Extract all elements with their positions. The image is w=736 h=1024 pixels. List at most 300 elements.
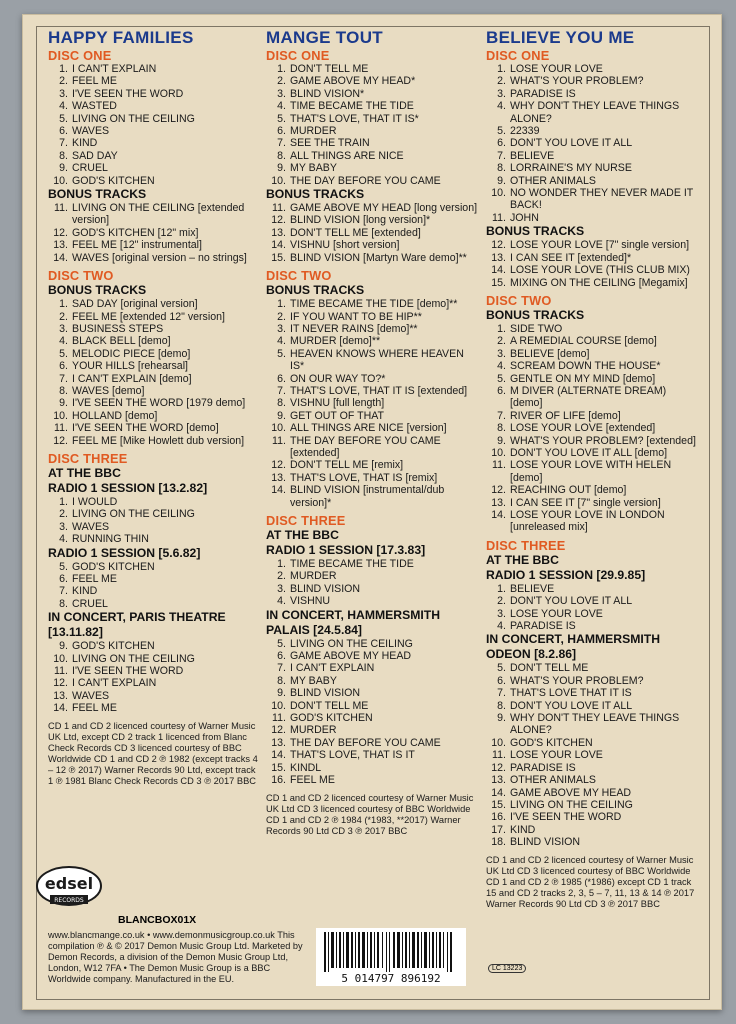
- track-number: 15.: [491, 798, 506, 811]
- track-title: OTHER ANIMALS: [510, 774, 596, 787]
- track-row: [486, 252, 698, 264]
- track-row: [266, 687, 478, 699]
- track-title: FEEL ME [12" instrumental]: [72, 239, 202, 252]
- track-row: [486, 497, 698, 509]
- track-number: 6.: [497, 137, 506, 150]
- label-code: LC 13223: [488, 964, 526, 973]
- track-number: 4.: [277, 595, 286, 608]
- track-number: 4.: [277, 335, 286, 348]
- track-title: WAVES [demo]: [72, 384, 145, 397]
- track-title: KIND: [72, 137, 98, 150]
- track-title: SAD DAY [original version]: [72, 298, 198, 311]
- track-row: [266, 459, 478, 471]
- track-number: 16.: [271, 774, 286, 787]
- track-row: [48, 573, 260, 585]
- track-title: I'VE SEEN THE WORD: [72, 87, 184, 100]
- track-title: CRUEL: [72, 162, 108, 175]
- track-number: 9.: [277, 687, 286, 700]
- track-number: 5.: [497, 125, 506, 138]
- track-title: BLACK BELL [demo]: [72, 335, 171, 348]
- track-row: [48, 653, 260, 665]
- track-title: YOUR HILLS [rehearsal]: [72, 360, 188, 373]
- track-row: [266, 397, 478, 409]
- track-row: [266, 202, 478, 214]
- track-title: WHY DON'T THEY LEAVE THINGS ALONE?: [510, 712, 680, 737]
- track-number: 14.: [491, 786, 506, 799]
- track-title: WHAT'S YOUR PROBLEM?: [510, 75, 644, 88]
- track-number: 3.: [59, 520, 68, 533]
- track-number: 6.: [497, 384, 506, 397]
- track-number: 8.: [497, 162, 506, 175]
- track-number: 10.: [53, 174, 68, 187]
- track-row: [266, 675, 478, 687]
- track-title: FEEL ME: [72, 75, 117, 88]
- track-row: [486, 737, 698, 749]
- track-number: 17.: [491, 823, 506, 836]
- track-row: [266, 252, 478, 264]
- track-row: [486, 749, 698, 761]
- track-number: 12.: [491, 761, 506, 774]
- track-title: MY BABY: [290, 674, 337, 687]
- track-title: LOSE YOUR LOVE: [510, 749, 603, 762]
- track-number: 5.: [277, 347, 286, 360]
- track-row: [48, 397, 260, 409]
- track-row: [48, 435, 260, 447]
- track-title: 22339: [510, 125, 540, 138]
- track-title: VISHNU [full length]: [290, 397, 385, 410]
- track-row: [486, 484, 698, 496]
- track-title: CRUEL: [72, 597, 108, 610]
- disc-heading: DISC TWO: [486, 292, 552, 308]
- track-number: 13.: [53, 239, 68, 252]
- track-title: MY BABY: [290, 162, 337, 175]
- track-row: [266, 137, 478, 149]
- track-title: GOD'S KITCHEN: [72, 560, 155, 573]
- track-title: DON'T TELL ME [remix]: [290, 459, 404, 472]
- track-title: SCREAM DOWN THE HOUSE*: [510, 360, 661, 373]
- track-number: 7.: [497, 409, 506, 422]
- track-row: [266, 162, 478, 174]
- track-row: [486, 100, 698, 125]
- track-number: 4.: [497, 620, 506, 633]
- track-title: GOD'S KITCHEN: [290, 712, 373, 725]
- barcode-bars: [316, 928, 466, 986]
- track-number: 14.: [491, 264, 506, 277]
- track-number: 12.: [491, 484, 506, 497]
- track-title: PARADISE IS: [510, 761, 576, 774]
- track-number: 10.: [271, 422, 286, 435]
- track-title: LIVING ON THE CEILING [extended version]: [72, 202, 245, 227]
- track-row: [266, 638, 478, 650]
- track-title: TIME BECAME THE TIDE: [290, 558, 414, 570]
- track-row: [486, 687, 698, 699]
- track-number: 4.: [497, 100, 506, 113]
- track-row: [48, 298, 260, 310]
- track-row: [266, 348, 478, 373]
- track-row: [486, 264, 698, 276]
- logo-sub-text: RECORDS: [54, 897, 84, 904]
- track-row: [266, 298, 478, 310]
- track-title: LOSE YOUR LOVE WITH HELEN [demo]: [510, 459, 672, 484]
- track-row: [486, 422, 698, 434]
- track-number: 15.: [271, 251, 286, 264]
- track-row: [486, 435, 698, 447]
- track-number: 3.: [59, 322, 68, 335]
- track-title: LOSE YOUR LOVE (THIS CLUB MIX): [510, 264, 690, 277]
- album-title: BELIEVE YOU ME: [486, 28, 635, 47]
- track-row: [486, 662, 698, 674]
- track-number: 11.: [492, 749, 506, 762]
- track-number: 8.: [277, 397, 286, 410]
- disc-heading: DISC TWO: [266, 268, 332, 284]
- track-number: 1.: [277, 298, 286, 311]
- track-row: [266, 712, 478, 724]
- track-title: WHAT'S YOUR PROBLEM?: [510, 674, 644, 687]
- track-number: 3.: [277, 582, 286, 595]
- track-row: [48, 385, 260, 397]
- track-number: 8.: [277, 149, 286, 162]
- track-title: DON'T TELL ME: [510, 662, 589, 675]
- track-title: FEEL ME: [290, 774, 335, 787]
- track-number: 14.: [53, 251, 68, 264]
- track-title: SAD DAY: [72, 149, 118, 162]
- track-number: 8.: [497, 699, 506, 712]
- track-row: [48, 677, 260, 689]
- track-title: WHY DON'T THEY LEAVE THINGS ALONE?: [510, 100, 680, 125]
- track-number: 11.: [54, 422, 68, 435]
- track-row: [48, 496, 260, 508]
- track-row: [266, 650, 478, 662]
- bonus-heading: BONUS TRACKS: [48, 187, 147, 202]
- track-title: GENTLE ON MY MIND [demo]: [510, 372, 656, 385]
- track-title: BLIND VISION: [510, 836, 581, 849]
- track-row: [48, 665, 260, 677]
- track-row: [486, 385, 698, 410]
- track-title: WAVES: [72, 689, 110, 702]
- track-title: LIVING ON THE CEILING: [290, 637, 413, 650]
- track-title: MURDER [demo]**: [290, 335, 381, 348]
- track-number: 1.: [59, 495, 68, 508]
- track-number: 4.: [277, 100, 286, 113]
- track-number: 12.: [53, 226, 68, 239]
- track-row: [486, 348, 698, 360]
- disc-heading: DISC THREE: [486, 537, 566, 553]
- track-row: [48, 175, 260, 187]
- bonus-heading: BONUS TRACKS: [266, 283, 365, 298]
- track-title: LOSE YOUR LOVE [7" single version]: [510, 239, 690, 252]
- session-heading: RADIO 1 SESSION [5.6.82]: [48, 545, 201, 560]
- track-number: 7.: [277, 384, 286, 397]
- track-title: DON'T TELL ME [extended]: [290, 226, 421, 239]
- track-title: GOD'S KITCHEN: [72, 174, 155, 187]
- track-row: [48, 323, 260, 335]
- track-row: [48, 311, 260, 323]
- track-row: [266, 558, 478, 570]
- track-number: 5.: [497, 662, 506, 675]
- track-row: [486, 63, 698, 75]
- track-title: BLIND VISION: [290, 582, 361, 595]
- credits-text: CD 1 and CD 2 licenced courtesy of Warner Music UK Ltd CD 3 licenced courtesy of BBC Worldwide CD 1 and CD 2 ℗ 1985 (*1986) except CD 1 track 15 and CD 2 tracks 2, 3, 5 – 7, 11, 13 & 14 ℗ 2017 Warner Records 90 Ltd CD 3 ℗ 2017 BBC: [486, 854, 695, 909]
- track-title: LIVING ON THE CEILING: [510, 798, 633, 811]
- track-row: [486, 212, 698, 224]
- track-number: 8.: [59, 597, 68, 610]
- track-row: [266, 311, 478, 323]
- track-title: RUNNING THIN: [72, 533, 149, 546]
- track-title: I CAN'T EXPLAIN [demo]: [72, 372, 192, 385]
- track-row: [266, 749, 478, 761]
- track-row: [48, 125, 260, 137]
- track-row: [266, 214, 478, 226]
- track-row: [266, 335, 478, 347]
- track-title: FEEL ME [extended 12" version]: [72, 310, 225, 323]
- track-title: SIDE TWO: [510, 322, 563, 335]
- track-row: [48, 373, 260, 385]
- track-number: 14.: [53, 702, 68, 715]
- track-number: 13.: [271, 226, 286, 239]
- track-title: GOD'S KITCHEN [12" mix]: [72, 226, 199, 239]
- track-row: [486, 583, 698, 595]
- track-number: 14.: [271, 239, 286, 252]
- column-happy-families: [48, 28, 260, 787]
- track-row: [48, 75, 260, 87]
- track-row: [486, 509, 698, 534]
- track-number: 6.: [277, 372, 286, 385]
- bonus-heading: BONUS TRACKS: [486, 224, 585, 239]
- track-number: 7.: [497, 687, 506, 700]
- track-number: 7.: [497, 149, 506, 162]
- edsel-logo: [34, 862, 104, 912]
- track-row: [266, 724, 478, 736]
- track-title: VISHNU [short version]: [290, 239, 400, 252]
- track-number: 2.: [497, 335, 506, 348]
- track-number: 3.: [497, 347, 506, 360]
- track-number: 18.: [491, 836, 506, 849]
- track-title: THAT'S LOVE, THAT IS [remix]: [290, 471, 438, 484]
- track-number: 9.: [59, 162, 68, 175]
- track-title: M DIVER (ALTERNATE DREAM) [demo]: [510, 384, 667, 410]
- session-heading: RADIO 1 SESSION [17.3.83]: [266, 543, 426, 557]
- track-title: MIXING ON THE CEILING [Megamix]: [510, 276, 688, 289]
- track-number: 14.: [271, 484, 286, 497]
- track-row: [486, 787, 698, 799]
- track-number: 7.: [59, 585, 68, 598]
- track-title: GOD'S KITCHEN: [510, 736, 593, 749]
- track-number: 5.: [59, 112, 68, 125]
- track-row: [486, 774, 698, 786]
- track-row: [486, 75, 698, 87]
- track-number: 12.: [271, 214, 286, 227]
- track-number: 6.: [59, 125, 68, 138]
- track-title: BELIEVE: [510, 582, 555, 595]
- track-title: LORRAINE'S MY NURSE: [510, 162, 632, 175]
- track-row: [48, 202, 260, 227]
- track-title: GAME ABOVE MY HEAD*: [290, 75, 416, 88]
- barcode-number: 5 014797 896192: [341, 972, 441, 985]
- track-number: 1.: [497, 63, 506, 75]
- track-title: I CAN SEE IT [extended]*: [510, 251, 632, 264]
- track-title: THE DAY BEFORE YOU CAME: [290, 736, 441, 749]
- track-number: 9.: [277, 162, 286, 175]
- track-row: [266, 700, 478, 712]
- track-row: [266, 75, 478, 87]
- track-title: DON'T TELL ME: [290, 699, 369, 712]
- track-row: [266, 385, 478, 397]
- track-row: [486, 620, 698, 632]
- track-number: 9.: [497, 174, 506, 187]
- track-title: I CAN'T EXPLAIN: [290, 662, 375, 675]
- track-title: MURDER: [290, 570, 337, 583]
- track-number: 13.: [271, 471, 286, 484]
- track-title: THAT'S LOVE, THAT IS IT: [290, 749, 415, 762]
- track-title: I'VE SEEN THE WORD [1979 demo]: [72, 397, 246, 410]
- disc-heading: DISC THREE: [48, 450, 128, 466]
- track-row: [266, 570, 478, 582]
- track-number: 2.: [59, 508, 68, 521]
- track-row: [486, 150, 698, 162]
- track-title: WAVES: [72, 520, 110, 533]
- credits-text: CD 1 and CD 2 licenced courtesy of Warner Music UK Ltd CD 3 licenced courtesy of BBC Worldwide CD 1 and CD 2 ℗ 1984 (*1983, **2017) Warner Records 90 Ltd CD 3 ℗ 2017 BBC: [266, 792, 474, 836]
- track-number: 2.: [277, 570, 286, 583]
- track-row: [266, 239, 478, 251]
- track-title: GOD'S KITCHEN: [72, 640, 155, 653]
- track-row: [266, 63, 478, 75]
- track-title: MELODIC PIECE [demo]: [72, 347, 191, 360]
- track-number: 1.: [59, 298, 68, 311]
- track-row: [266, 410, 478, 422]
- track-number: 2.: [59, 310, 68, 323]
- footer-legal-text: www.blancmange.co.uk • www.demonmusicgroup.co.uk This compilation ℗ & © 2017 Demon Music Group Ltd. Marketed by Demon Records, a division of the Demon Music Group Ltd, London, W12 7FA • The Demon Music Group is a BBC Worldwide company. Manufactured in the EU.: [48, 930, 303, 984]
- track-row: [486, 187, 698, 212]
- track-row: [48, 150, 260, 162]
- track-title: BLIND VISION [long version]*: [290, 214, 431, 227]
- track-title: FEEL ME: [72, 573, 117, 585]
- track-row: [486, 836, 698, 848]
- track-row: [486, 239, 698, 251]
- track-number: 13.: [271, 736, 286, 749]
- track-number: 15.: [271, 761, 286, 774]
- track-number: 2.: [277, 75, 286, 88]
- track-number: 7.: [59, 137, 68, 150]
- session-heading: IN CONCERT, HAMMERSMITH PALAIS [24.5.84]: [266, 607, 441, 637]
- track-number: 1.: [497, 582, 506, 595]
- track-row: [48, 100, 260, 112]
- album-title: MANGE TOUT: [266, 28, 383, 47]
- track-number: 10.: [491, 187, 506, 200]
- track-number: 1.: [497, 322, 506, 335]
- track-row: [48, 227, 260, 239]
- track-title: KINDL: [290, 761, 322, 774]
- session-heading: IN CONCERT, HAMMERSMITH ODEON [8.2.86]: [486, 632, 661, 662]
- track-number: 7.: [277, 137, 286, 150]
- track-row: [266, 737, 478, 749]
- track-title: HOLLAND [demo]: [72, 409, 158, 422]
- track-title: WAVES [original version – no strings]: [72, 251, 247, 264]
- track-number: 12.: [491, 239, 506, 252]
- track-number: 11.: [272, 712, 286, 725]
- track-title: IT NEVER RAINS [demo]**: [290, 322, 418, 335]
- track-title: WAVES: [72, 125, 110, 138]
- track-number: 3.: [497, 87, 506, 100]
- track-number: 13.: [53, 689, 68, 702]
- track-title: THE DAY BEFORE YOU CAME: [290, 174, 441, 187]
- track-title: JOHN: [510, 211, 539, 224]
- track-number: 5.: [497, 372, 506, 385]
- track-number: 7.: [277, 662, 286, 675]
- track-row: [486, 459, 698, 484]
- track-number: 8.: [59, 149, 68, 162]
- track-row: [48, 422, 260, 434]
- track-row: [486, 410, 698, 422]
- track-row: [486, 137, 698, 149]
- track-title: SEE THE TRAIN: [290, 137, 370, 150]
- disc-heading: DISC THREE: [266, 513, 346, 528]
- track-row: [486, 608, 698, 620]
- track-row: [486, 335, 698, 347]
- track-number: 10.: [491, 736, 506, 749]
- track-title: IF YOU WANT TO BE HIP**: [290, 310, 422, 323]
- track-row: [266, 774, 478, 786]
- track-title: LIVING ON THE CEILING: [72, 652, 195, 665]
- track-row: [48, 521, 260, 533]
- track-number: 5.: [59, 347, 68, 360]
- track-number: 4.: [59, 533, 68, 546]
- track-row: [48, 63, 260, 75]
- column-mange-tout: [266, 28, 478, 837]
- track-row: [486, 162, 698, 174]
- track-title: HEAVEN KNOWS WHERE HEAVEN IS*: [290, 347, 464, 373]
- track-title: WHAT'S YOUR PROBLEM? [extended]: [510, 434, 696, 447]
- track-title: DON'T YOU LOVE IT ALL: [510, 137, 633, 150]
- track-title: DON'T YOU LOVE IT ALL: [510, 595, 633, 608]
- track-row: [486, 762, 698, 774]
- track-title: MURDER: [290, 125, 337, 138]
- track-title: BLIND VISION [instrumental/dub version]*: [290, 484, 445, 509]
- track-title: THAT'S LOVE, THAT IT IS*: [290, 112, 419, 125]
- track-number: 14.: [271, 749, 286, 762]
- track-title: GAME ABOVE MY HEAD: [510, 786, 632, 799]
- track-title: LOSE YOUR LOVE [extended]: [510, 422, 656, 435]
- track-title: REACHING OUT [demo]: [510, 484, 627, 497]
- track-number: 8.: [497, 422, 506, 435]
- track-row: [486, 125, 698, 137]
- logo-text: edsel: [44, 874, 94, 893]
- track-number: 4.: [497, 360, 506, 373]
- track-row: [266, 595, 478, 607]
- track-row: [486, 595, 698, 607]
- track-number: 2.: [497, 75, 506, 88]
- track-row: [48, 410, 260, 422]
- track-row: [48, 348, 260, 360]
- track-title: VISHNU: [290, 595, 331, 608]
- track-number: 11.: [492, 459, 506, 472]
- track-row: [48, 598, 260, 610]
- track-title: I'VE SEEN THE WORD [demo]: [72, 422, 219, 435]
- track-title: BLIND VISION*: [290, 87, 365, 100]
- track-number: 8.: [59, 384, 68, 397]
- disc-heading: DISC ONE: [486, 48, 550, 63]
- track-number: 6.: [59, 573, 68, 585]
- track-row: [48, 690, 260, 702]
- track-number: 1.: [59, 63, 68, 75]
- catalog-number: BLANCBOX01X: [118, 914, 197, 926]
- track-title: BLIND VISION [Martyn Ware demo]**: [290, 251, 467, 264]
- track-number: 11.: [54, 665, 68, 678]
- track-number: 13.: [491, 496, 506, 509]
- track-row: [486, 277, 698, 289]
- track-row: [266, 472, 478, 484]
- track-number: 3.: [497, 607, 506, 620]
- track-number: 11.: [492, 211, 506, 224]
